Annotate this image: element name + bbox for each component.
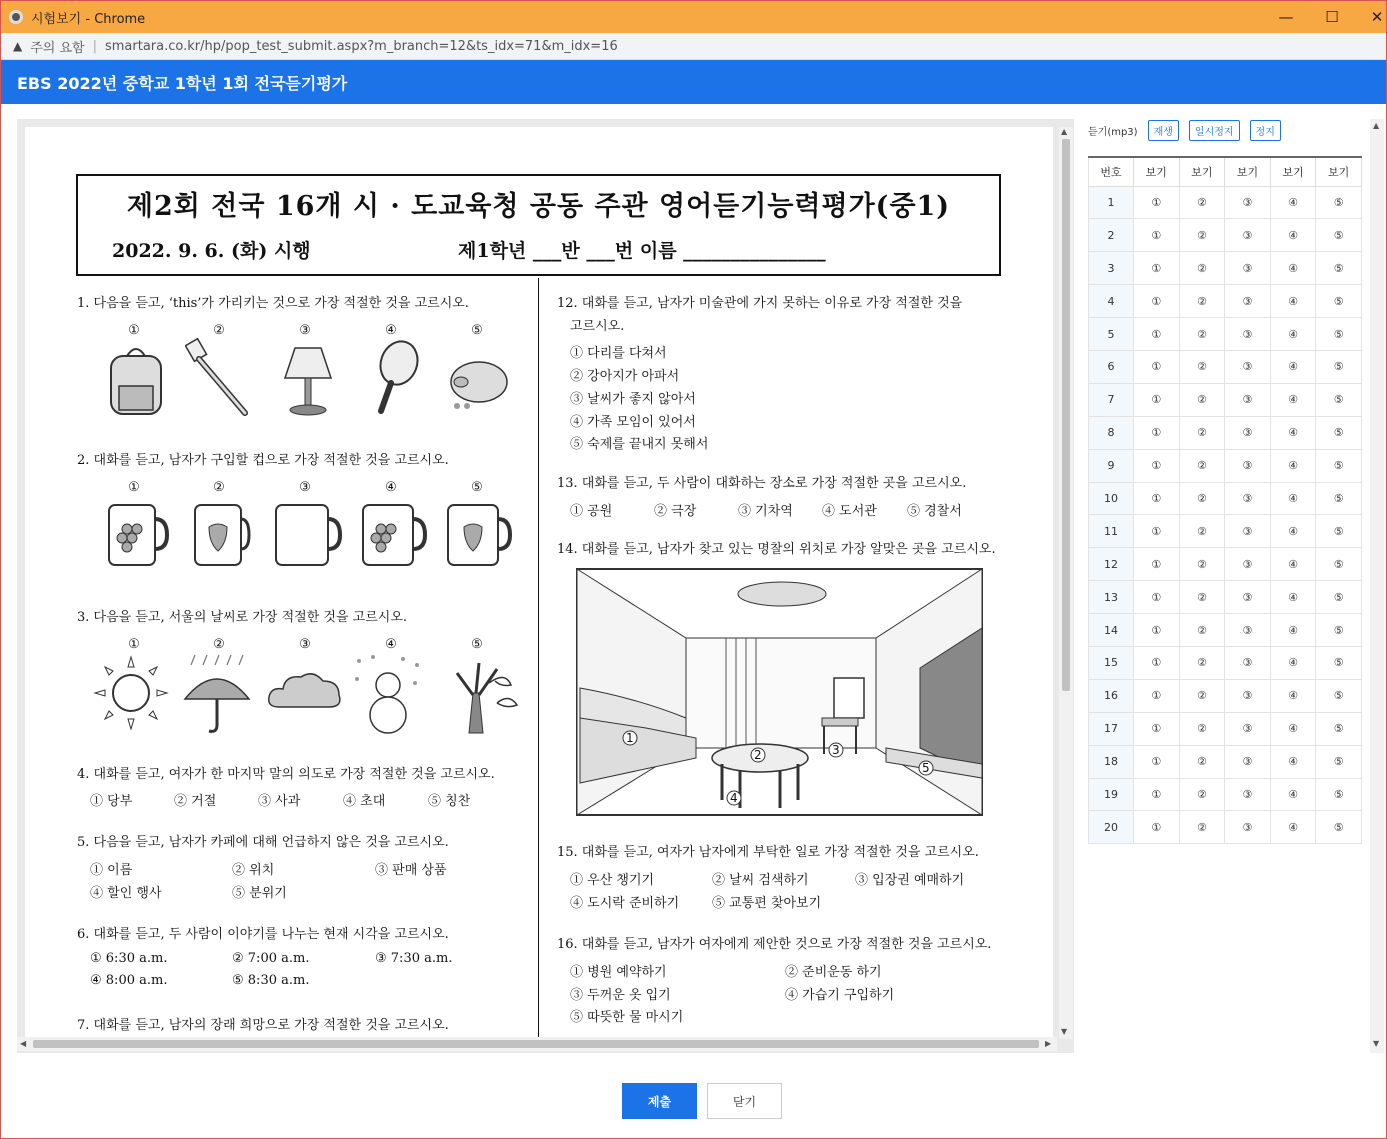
answer-row-number: 3	[1089, 252, 1134, 285]
exam-viewer[interactable]	[17, 119, 1074, 1053]
answer-choice-1[interactable]: ①	[1134, 712, 1180, 745]
scroll-up-arrow-icon[interactable]: ▲	[1061, 127, 1068, 136]
answer-row-number: 9	[1089, 449, 1134, 482]
answer-choice-1[interactable]: ①	[1134, 252, 1180, 285]
q15-option-2: ② 날씨 검색하기	[712, 873, 809, 888]
answer-choice-3[interactable]: ③	[1225, 679, 1271, 712]
answer-choice-5[interactable]: ⑤	[1316, 811, 1362, 844]
answer-choice-4[interactable]: ④	[1270, 252, 1316, 285]
q4-option-5: ⑤ 칭찬	[428, 794, 471, 809]
q12-option-1: ① 다리를 다쳐서	[570, 346, 667, 361]
q13-option-5: ⑤ 경찰서	[907, 504, 962, 519]
chrome-icon	[9, 10, 23, 24]
q2-mark-4: ④	[385, 480, 397, 495]
question-12-cont: 고르시오.	[570, 319, 625, 334]
answer-choice-5[interactable]: ⑤	[1316, 646, 1362, 679]
answer-choice-4[interactable]: ④	[1270, 712, 1316, 745]
answer-choice-2[interactable]: ②	[1179, 581, 1225, 614]
snowman-icon	[351, 653, 425, 737]
q2-mark-2: ②	[213, 480, 225, 495]
scroll-left-arrow-icon[interactable]: ◀	[20, 1039, 27, 1048]
answer-row	[1089, 646, 1362, 679]
exam-horizontal-scrollbar[interactable]	[17, 1037, 1057, 1051]
answer-choice-3[interactable]: ③	[1225, 548, 1271, 581]
answer-row-number: 4	[1089, 285, 1134, 318]
answer-choice-4[interactable]: ④	[1270, 482, 1316, 515]
q4-option-1: ① 당부	[90, 794, 133, 809]
svg-text:3: 3	[832, 743, 840, 757]
answer-choice-4[interactable]: ④	[1270, 285, 1316, 318]
stop-button[interactable]: 정지	[1250, 120, 1281, 141]
q5-option-2: ② 위치	[232, 863, 275, 878]
strawberry-cup-icon	[191, 499, 251, 571]
q16-option-5: ⑤ 따뜻한 물 마시기	[570, 1010, 684, 1025]
answer-row-number: 5	[1089, 318, 1134, 351]
answer-row	[1089, 745, 1362, 778]
answer-row-number: 12	[1089, 548, 1134, 581]
answer-choice-5[interactable]: ⑤	[1316, 482, 1362, 515]
answer-row	[1089, 614, 1362, 647]
q1-mark-4: ④	[385, 323, 397, 338]
answer-choice-5[interactable]: ⑤	[1316, 318, 1362, 351]
panel-vertical-scrollbar[interactable]	[1370, 119, 1384, 1053]
answer-row	[1089, 679, 1362, 712]
toothbrush-icon	[185, 337, 253, 417]
answer-choice-1[interactable]: ①	[1134, 679, 1180, 712]
answer-choice-3[interactable]: ③	[1225, 515, 1271, 548]
close-window-button[interactable]: ✕	[1370, 8, 1384, 26]
answer-choice-4[interactable]: ④	[1270, 581, 1316, 614]
answer-row-number: 13	[1089, 581, 1134, 614]
answer-row-number: 15	[1089, 646, 1134, 679]
question-3: 3. 다음을 듣고, 서울의 날씨로 가장 적절한 것을 고르시오.	[77, 610, 408, 625]
answer-choice-1[interactable]: ①	[1134, 811, 1180, 844]
answer-choice-1[interactable]: ①	[1134, 383, 1180, 416]
close-button[interactable]: 닫기	[707, 1083, 782, 1119]
answer-choice-5[interactable]: ⑤	[1316, 350, 1362, 383]
answer-choice-4[interactable]: ④	[1270, 778, 1316, 811]
answer-choice-2[interactable]: ②	[1179, 745, 1225, 778]
strawberry-cup-icon-2	[444, 499, 514, 571]
answer-choice-4[interactable]: ④	[1270, 383, 1316, 416]
header-option-4: 보기	[1270, 157, 1316, 186]
answer-choice-2[interactable]: ②	[1179, 416, 1225, 449]
exam-title: 제2회 전국 16개 시 · 도교육청 공동 주관 영어듣기능력평가(중1)	[126, 191, 951, 222]
answer-choice-5[interactable]: ⑤	[1316, 614, 1362, 647]
q3-mark-2: ②	[213, 637, 225, 652]
scroll-right-arrow-icon[interactable]: ▶	[1045, 1039, 1052, 1048]
answer-choice-5[interactable]: ⑤	[1316, 252, 1362, 285]
exam-paper	[25, 127, 1053, 1039]
answer-row	[1089, 548, 1362, 581]
answer-choice-4[interactable]: ④	[1270, 614, 1316, 647]
answer-row	[1089, 449, 1362, 482]
student-info-line: 제1학년 ___반 ___번 이름 _______________	[458, 240, 826, 262]
q12-option-4: ④ 가족 모임이 있어서	[570, 415, 696, 430]
header-option-1: 보기	[1134, 157, 1180, 186]
q12-option-3: ③ 날씨가 좋지 않아서	[570, 392, 696, 407]
answer-choice-1[interactable]: ①	[1134, 515, 1180, 548]
answer-choice-1[interactable]: ①	[1134, 581, 1180, 614]
answer-row-number: 7	[1089, 383, 1134, 416]
q1-mark-3: ③	[299, 323, 311, 338]
svg-text:4: 4	[730, 791, 738, 805]
q1-mark-5: ⑤	[471, 323, 483, 338]
answer-choice-5[interactable]: ⑤	[1316, 712, 1362, 745]
exam-vertical-scrollbar[interactable]	[1059, 127, 1073, 1039]
answer-choice-1[interactable]: ①	[1134, 186, 1180, 219]
answer-row-number: 2	[1089, 219, 1134, 252]
page-title: EBS 2022년 중학교 1학년 1회 전국듣기평가	[17, 73, 348, 93]
svg-text:2: 2	[754, 748, 762, 762]
answer-choice-1[interactable]: ①	[1134, 219, 1180, 252]
q6-option-2: ② 7:00 a.m.	[232, 951, 310, 966]
answer-row-number: 6	[1089, 350, 1134, 383]
header-option-3: 보기	[1225, 157, 1271, 186]
question-14: 14. 대화를 듣고, 남자가 찾고 있는 명찰의 위치로 가장 알맞은 곳을 고르시오.	[557, 542, 996, 557]
q6-option-4: ④ 8:00 a.m.	[90, 973, 168, 988]
answer-choice-3[interactable]: ③	[1225, 318, 1271, 351]
svg-text:5: 5	[922, 761, 930, 775]
answer-row	[1089, 712, 1362, 745]
answer-choice-3[interactable]: ③	[1225, 646, 1271, 679]
answer-choice-4[interactable]: ④	[1270, 219, 1316, 252]
answer-choice-4[interactable]: ④	[1270, 515, 1316, 548]
sun-icon	[91, 653, 171, 733]
q13-option-1: ① 공원	[570, 504, 613, 519]
answer-choice-1[interactable]: ①	[1134, 646, 1180, 679]
exam-horizontal-scroll-thumb[interactable]	[33, 1040, 1039, 1048]
piggy-bank-icon	[445, 352, 515, 412]
question-1: 1. 다음을 듣고, ‘this’가 가리키는 것으로 가장 적절한 것을 고르시오.	[77, 296, 469, 311]
living-room-illustration	[576, 568, 983, 816]
answer-row	[1089, 219, 1362, 252]
answer-choice-4[interactable]: ④	[1270, 548, 1316, 581]
q2-mark-5: ⑤	[471, 480, 483, 495]
panel-scroll-down-icon[interactable]: ▼	[1373, 1039, 1380, 1048]
answer-choice-3[interactable]: ③	[1225, 811, 1271, 844]
answer-choice-2[interactable]: ②	[1179, 712, 1225, 745]
q1-mark-2: ②	[213, 323, 225, 338]
answer-choice-2[interactable]: ②	[1179, 548, 1225, 581]
answer-choice-3[interactable]: ③	[1225, 745, 1271, 778]
answer-row	[1089, 416, 1362, 449]
answer-row	[1089, 350, 1362, 383]
answer-choice-4[interactable]: ④	[1270, 186, 1316, 219]
question-4: 4. 대화를 듣고, 여자가 한 마지막 말의 의도로 가장 적절한 것을 고르시오.	[77, 767, 495, 782]
question-12: 12. 대화를 듣고, 남자가 미술관에 가지 못하는 이유로 가장 적절한 것을	[557, 296, 963, 311]
question-2: 2. 대화를 듣고, 남자가 구입할 컵으로 가장 적절한 것을 고르시오.	[77, 453, 449, 468]
q6-option-1: ① 6:30 a.m.	[90, 951, 168, 966]
answer-choice-5[interactable]: ⑤	[1316, 581, 1362, 614]
q2-mark-3: ③	[299, 480, 311, 495]
answer-choice-1[interactable]: ①	[1134, 318, 1180, 351]
svg-text:1: 1	[626, 731, 634, 745]
submit-button[interactable]: 제출	[622, 1083, 697, 1119]
header-number: 번호	[1089, 157, 1134, 186]
answer-choice-2[interactable]: ②	[1179, 679, 1225, 712]
answer-row	[1089, 383, 1362, 416]
answer-choice-2[interactable]: ②	[1179, 219, 1225, 252]
answer-choice-5[interactable]: ⑤	[1316, 679, 1362, 712]
question-15: 15. 대화를 듣고, 여자가 남자에게 부탁한 일로 가장 적절한 것을 고르시오.	[557, 845, 979, 860]
answer-choice-2[interactable]: ②	[1179, 383, 1225, 416]
answer-choice-5[interactable]: ⑤	[1316, 515, 1362, 548]
audio-label: 듣기(mp3)	[1088, 126, 1138, 138]
answer-choice-3[interactable]: ③	[1225, 614, 1271, 647]
q4-option-3: ③ 사과	[258, 794, 301, 809]
q12-option-2: ② 강아지가 아파서	[570, 369, 680, 384]
pause-button[interactable]: 일시정지	[1189, 120, 1240, 141]
answer-choice-5[interactable]: ⑤	[1316, 548, 1362, 581]
column-divider	[538, 278, 539, 1039]
answer-row	[1089, 778, 1362, 811]
answer-choice-3[interactable]: ③	[1225, 252, 1271, 285]
q3-mark-1: ①	[128, 637, 140, 652]
answer-choice-2[interactable]: ②	[1179, 285, 1225, 318]
answer-row	[1089, 318, 1362, 351]
title-bar	[1, 1, 1386, 33]
answer-row-number: 14	[1089, 614, 1134, 647]
lamp-icon	[281, 342, 335, 417]
q16-option-4: ④ 가습기 구입하기	[785, 988, 895, 1003]
scroll-down-arrow-icon[interactable]: ▼	[1061, 1027, 1068, 1036]
answer-choice-5[interactable]: ⑤	[1316, 383, 1362, 416]
answer-choice-3[interactable]: ③	[1225, 482, 1271, 515]
answer-row-number: 16	[1089, 679, 1134, 712]
answer-row-number: 18	[1089, 745, 1134, 778]
answer-choice-5[interactable]: ⑤	[1316, 416, 1362, 449]
address-bar[interactable]	[1, 33, 1386, 60]
q5-option-4: ④ 할인 행사	[90, 886, 162, 901]
q5-option-1: ① 이름	[90, 863, 133, 878]
grape-cup-icon	[105, 499, 169, 571]
answer-row-number: 1	[1089, 186, 1134, 219]
question-16: 16. 대화를 듣고, 남자가 여자에게 제안한 것으로 가장 적절한 것을 고르시오.	[557, 937, 992, 952]
q3-mark-5: ⑤	[471, 637, 483, 652]
q4-option-2: ② 거절	[174, 794, 217, 809]
q4-option-4: ④ 초대	[343, 794, 386, 809]
answer-choice-4[interactable]: ④	[1270, 318, 1316, 351]
windy-tree-icon	[439, 653, 519, 737]
umbrella-rain-icon	[181, 653, 253, 737]
answer-choice-3[interactable]: ③	[1225, 285, 1271, 318]
answer-choice-4[interactable]: ④	[1270, 646, 1316, 679]
answer-row-number: 11	[1089, 515, 1134, 548]
answer-row	[1089, 186, 1362, 219]
answer-choice-5[interactable]: ⑤	[1316, 449, 1362, 482]
url-text[interactable]: smartara.co.kr/hp/pop_test_submit.aspx?m_branch=12&ts_idx=71&m_idx=16	[105, 38, 618, 54]
page-header	[1, 60, 1386, 104]
answer-choice-1[interactable]: ①	[1134, 778, 1180, 811]
question-6: 6. 대화를 듣고, 두 사람이 이야기를 나누는 현재 시각을 고르시오.	[77, 927, 449, 942]
answer-choice-1[interactable]: ①	[1134, 350, 1180, 383]
q2-mark-1: ①	[128, 480, 140, 495]
answer-choice-3[interactable]: ③	[1225, 186, 1271, 219]
answer-choice-2[interactable]: ②	[1179, 515, 1225, 548]
answer-choice-3[interactable]: ③	[1225, 778, 1271, 811]
play-button[interactable]: 재생	[1148, 120, 1179, 141]
answer-table-header	[1089, 157, 1362, 186]
grape-cup-icon-2	[359, 499, 427, 571]
q13-option-2: ② 극장	[654, 504, 697, 519]
panel-scroll-up-icon[interactable]: ▲	[1373, 121, 1380, 130]
answer-choice-2[interactable]: ②	[1179, 449, 1225, 482]
answer-row	[1089, 285, 1362, 318]
answer-choice-3[interactable]: ③	[1225, 350, 1271, 383]
q6-option-5: ⑤ 8:30 a.m.	[232, 973, 310, 988]
q15-option-4: ④ 도시락 준비하기	[570, 896, 680, 911]
answer-table	[1088, 156, 1362, 844]
answer-choice-4[interactable]: ④	[1270, 350, 1316, 383]
answer-choice-2[interactable]: ②	[1179, 318, 1225, 351]
q13-option-4: ④ 도서관	[822, 504, 877, 519]
q16-option-3: ③ 두꺼운 옷 입기	[570, 988, 671, 1003]
answer-row	[1089, 252, 1362, 285]
answer-choice-1[interactable]: ①	[1134, 482, 1180, 515]
header-option-5: 보기	[1316, 157, 1362, 186]
q15-option-3: ③ 입장권 예매하기	[855, 873, 965, 888]
header-option-2: 보기	[1179, 157, 1225, 186]
answer-choice-1[interactable]: ①	[1134, 745, 1180, 778]
q12-option-5: ⑤ 숙제를 끝내지 못해서	[570, 437, 709, 452]
answer-choice-5[interactable]: ⑤	[1316, 219, 1362, 252]
answer-row	[1089, 811, 1362, 844]
answer-row-number: 10	[1089, 482, 1134, 515]
backpack-icon	[105, 342, 167, 417]
answer-choice-2[interactable]: ②	[1179, 811, 1225, 844]
answer-choice-5[interactable]: ⑤	[1316, 186, 1362, 219]
answer-choice-1[interactable]: ①	[1134, 285, 1180, 318]
q5-option-5: ⑤ 분위기	[232, 886, 287, 901]
answer-choice-5[interactable]: ⑤	[1316, 778, 1362, 811]
answer-choice-2[interactable]: ②	[1179, 614, 1225, 647]
question-13: 13. 대화를 듣고, 두 사람이 대화하는 장소로 가장 적절한 곳을 고르시오.	[557, 476, 967, 491]
warning-icon[interactable]: ▲	[13, 39, 23, 53]
q16-option-1: ① 병원 예약하기	[570, 965, 667, 980]
maximize-button[interactable]: ☐	[1325, 8, 1339, 26]
exam-title-box	[76, 174, 1001, 276]
answer-choice-4[interactable]: ④	[1270, 679, 1316, 712]
exam-date: 2022. 9. 6. (화) 시행	[112, 240, 311, 262]
answer-choice-2[interactable]: ②	[1179, 778, 1225, 811]
answer-choice-5[interactable]: ⑤	[1316, 285, 1362, 318]
answer-choice-3[interactable]: ③	[1225, 383, 1271, 416]
security-warning-label[interactable]: 주의 요함	[30, 40, 85, 56]
address-separator: |	[92, 38, 97, 54]
window-title: 시험보기 - Chrome	[31, 11, 146, 27]
answer-choice-2[interactable]: ②	[1179, 350, 1225, 383]
answer-choice-3[interactable]: ③	[1225, 219, 1271, 252]
q16-option-2: ② 준비운동 하기	[785, 965, 882, 980]
question-5: 5. 다음을 듣고, 남자가 카페에 대해 언급하지 않은 것을 고르시오.	[77, 835, 449, 850]
audio-controls	[1088, 119, 1281, 141]
answer-row-number: 20	[1089, 811, 1134, 844]
answer-choice-4[interactable]: ④	[1270, 416, 1316, 449]
q1-mark-1: ①	[128, 323, 140, 338]
answer-choice-3[interactable]: ③	[1225, 449, 1271, 482]
answer-choice-3[interactable]: ③	[1225, 581, 1271, 614]
q3-mark-4: ④	[385, 637, 397, 652]
answer-row	[1089, 515, 1362, 548]
answer-choice-5[interactable]: ⑤	[1316, 745, 1362, 778]
minimize-button[interactable]: —	[1278, 8, 1294, 26]
answer-choice-1[interactable]: ①	[1134, 548, 1180, 581]
answer-row-number: 8	[1089, 416, 1134, 449]
answer-row-number: 17	[1089, 712, 1134, 745]
q3-mark-3: ③	[299, 637, 311, 652]
answer-choice-2[interactable]: ②	[1179, 482, 1225, 515]
answer-choice-4[interactable]: ④	[1270, 811, 1316, 844]
answer-choice-3[interactable]: ③	[1225, 712, 1271, 745]
q15-option-1: ① 우산 챙기기	[570, 873, 655, 888]
answer-row	[1089, 482, 1362, 515]
question-7: 7. 대화를 듣고, 남자의 장래 희망으로 가장 적절한 것을 고르시오.	[77, 1018, 449, 1033]
answer-choice-3[interactable]: ③	[1225, 416, 1271, 449]
answer-choice-2[interactable]: ②	[1179, 646, 1225, 679]
answer-choice-1[interactable]: ①	[1134, 449, 1180, 482]
answer-choice-4[interactable]: ④	[1270, 449, 1316, 482]
q6-option-3: ③ 7:30 a.m.	[375, 951, 453, 966]
plain-cup-icon	[272, 499, 342, 571]
cloud-icon	[265, 667, 345, 717]
answer-choice-2[interactable]: ②	[1179, 186, 1225, 219]
answer-row-number: 19	[1089, 778, 1134, 811]
answer-row	[1089, 581, 1362, 614]
q5-option-3: ③ 판매 상품	[375, 863, 447, 878]
q15-option-5: ⑤ 교통편 찾아보기	[712, 896, 822, 911]
answer-choice-2[interactable]: ②	[1179, 252, 1225, 285]
answer-choice-4[interactable]: ④	[1270, 745, 1316, 778]
exam-vertical-scroll-thumb[interactable]	[1062, 139, 1070, 691]
q13-option-3: ③ 기차역	[738, 504, 793, 519]
hand-mirror-icon	[371, 337, 421, 417]
answer-choice-1[interactable]: ①	[1134, 614, 1180, 647]
answer-choice-1[interactable]: ①	[1134, 416, 1180, 449]
